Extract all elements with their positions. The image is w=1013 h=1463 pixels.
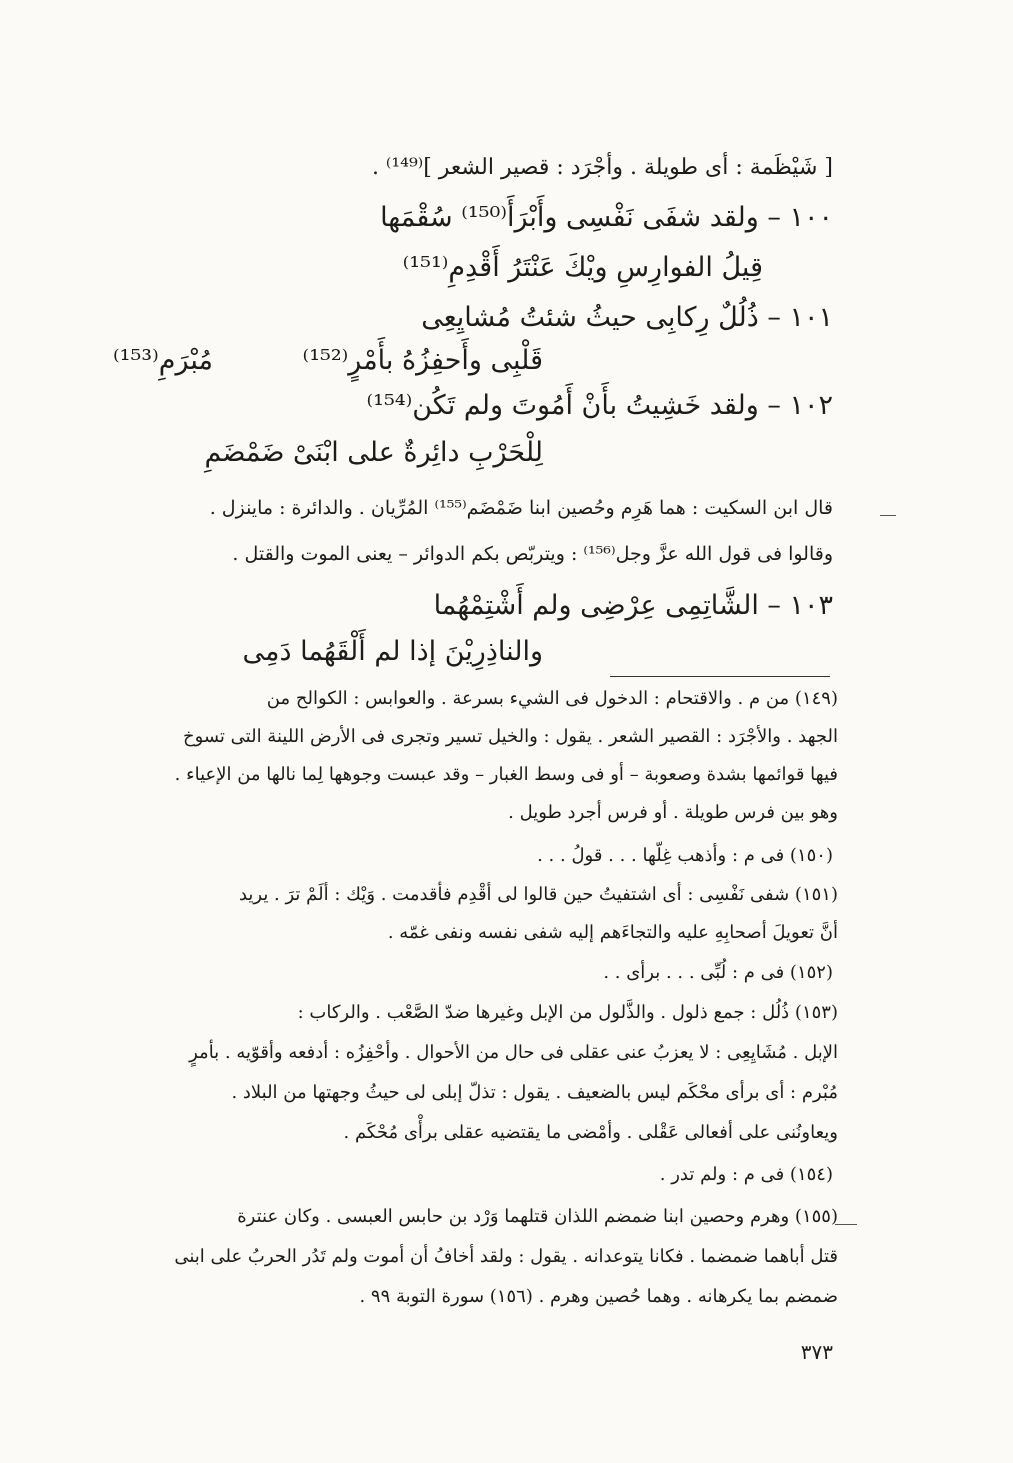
verse-103-first-hemistich: ١٠٣ – الشَّاتِمِى عِرْضِى ولم أَشْتِمْهُما (433, 590, 833, 621)
verse-101-first-hemistich: ١٠١ – ذُلُلٌ رِكابِى حيثُ شئتُ مُشايِعِى (421, 302, 833, 333)
footnote-line: (١٥٤) فى م : ولم تدر . (659, 1164, 833, 1185)
verse-100-second-hemistich: قِيلُ الفوارِسِ ويْكَ عَنْتَرُ أَقْدِمِ⁽¹⁵¹⁾ (402, 252, 763, 283)
verse-102-second-hemistich: لِلْحَرْبِ دائِرةٌ على ابْنَىْ ضَمْضَمِ (204, 437, 543, 468)
page-number: ٣٧٣ (800, 1340, 833, 1364)
footnote-line: (١٥٥) وهرم وحصين ابنا ضمضم اللذان قتلهما وَرْد بن حابس العبسى . وكان عنترة (237, 1206, 838, 1227)
margin-mark (880, 515, 896, 516)
footnote-line: (١٥٠) فى م : وأذهب غِلّها . . . قولُ . . . (537, 845, 833, 866)
verse-101-second-hemistich-part1: قَلْبِى وأَحفِزُهُ بأَمْرٍ⁽¹⁵²⁾ (302, 345, 543, 376)
footnote-line: ضمضم بما يكرهانه . وهما حُصين وهرم . (١٥٦) سورة التوبة ٩٩ . (359, 1286, 838, 1307)
footnote-line: ويعاونُنى على أفعالى عَقْلى . وأمْضى ما يقتضيه عقلى برأْى مُحْكَم . (343, 1122, 838, 1143)
verse-102-first-hemistich: ١٠٢ – ولقد خَشِيتُ بأَنْ أَمُوتَ ولم تَكُن⁽¹⁵⁴⁾ (366, 390, 833, 421)
margin-mark (835, 1224, 857, 1225)
footnote-line: (١٤٩) من م . والاقتحام : الدخول فى الشيء بسرعة . والعوابس : الكوالح من (266, 688, 838, 709)
footnote-line: (١٥١) شفى نَفْسِى : أى اشتفيتُ حين قالوا لى أقْدِم فأقدمت . وَيْك : ألَمْ ترَ . يريد (238, 884, 838, 905)
footnote-line: (١٥٣) ذُلُل : جمع ذلول . والذَّلول من الإبل وغيرها ضدّ الصَّعْب . والركاب : (297, 1002, 838, 1023)
footnote-line: قتل أباهما ضمضما . فكانا يتوعدانه . يقول : ولقد أخافُ أن أموت ولم تَدُر الحربُ على ابنى (174, 1246, 838, 1267)
footnote-line: الجهد . والأجْرَد : القصير الشعر . يقول : والخيل تسير وتجرى فى الأرض اللينة التى تسوخ (182, 726, 838, 747)
verse-101-second-hemistich-part2: مُبْرَمِ⁽¹⁵³⁾ (113, 345, 213, 376)
footnote-line: مُبْرم : أى برأى محْكَم ليس بالضعيف . يقول : تذلّ إبلى لى حيثُ وجهتها من البلاد . (231, 1082, 838, 1103)
verse-103-second-hemistich: والناذِرِيْنَ إذا لم أَلْقَهُما دَمِى (242, 636, 543, 667)
footnote-line: أنَّ تعويلَ أصحابِهِ عليه والتجاءَهم إليه شفى نفسه ونفى غمّه . (387, 922, 838, 943)
verse-100-first-hemistich: ١٠٠ – ولقد شفَى نَفْسِى وأَبْرَأَ⁽¹⁵⁰⁾ سُقْمَها (380, 202, 833, 233)
footnote-line: الإبل . مُشَايِعِى : لا يعزبُ عنى عقلى فى حال من الأحوال . وأحْفِزُه : أدفعه وأقوّيه . بأمرٍ (189, 1042, 838, 1063)
footnote-line: فيها قوائمها بشدة وصعوبة – أو فى وسط الغبار – وقد عبست وجوهها لِما نالها من الإعياء . (174, 764, 838, 785)
footnote-line: وهو بين فرس طويلة . أو فرس أجرد طويل . (508, 802, 838, 823)
commentary-line-1: قال ابن السكيت : هما هَرِم وحُصين ابنا ضَمْضَم⁽¹⁵⁵⁾ المُرِّيان . والدائرة : ماينزل . (209, 497, 833, 519)
footnote-separator (610, 676, 830, 677)
gloss-line: [ شَيْظَمة : أى طويلة . وأجْرَد : قصير الشعر ]⁽¹⁴⁹⁾ . (371, 155, 833, 180)
commentary-line-2: وقالوا فى قول الله عزَّ وجل⁽¹⁵⁶⁾ : ويتربّص بكم الدوائر – يعنى الموت والقتل . (232, 543, 833, 565)
footnote-line: (١٥٢) فى م : لُبِّى . . . برأى . . (603, 962, 833, 983)
